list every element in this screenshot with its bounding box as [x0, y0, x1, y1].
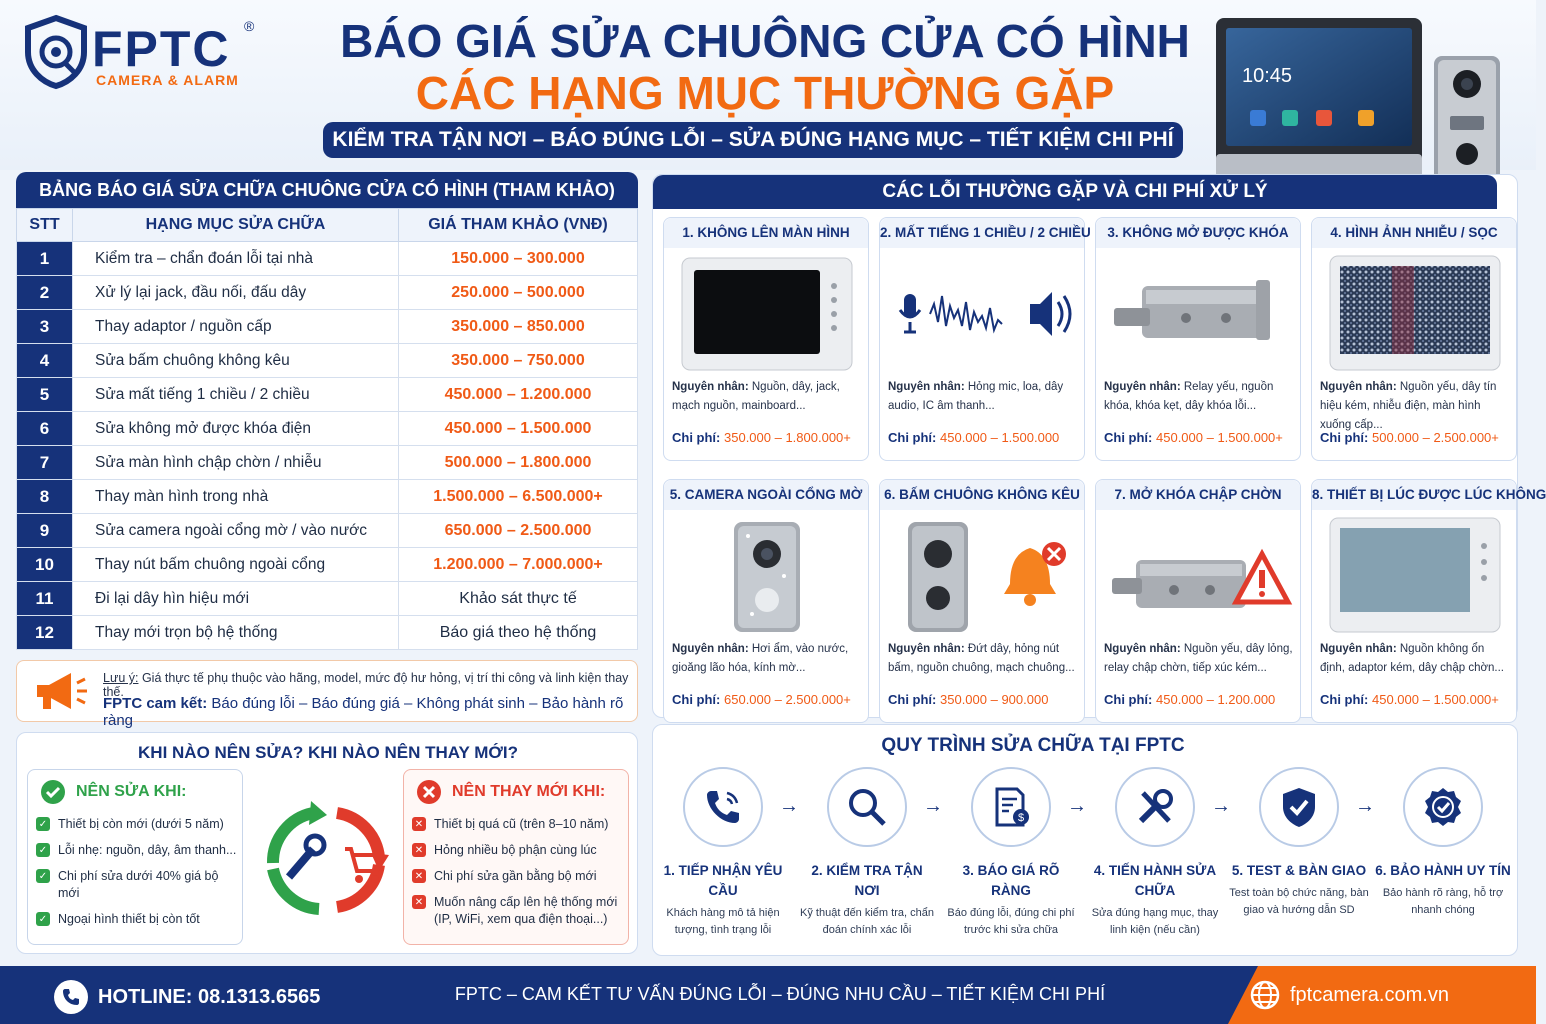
cause-text: Hỏng mic, loa, dây audio, IC âm thanh... [888, 381, 1064, 412]
repair-item: Đi lại dây hìn hiệu mới [73, 582, 399, 616]
row-number: 5 [17, 378, 73, 412]
step-description: Bảo hành rõ ràng, hỗ trợ nhanh chóng [1382, 887, 1504, 916]
repair-title: NÊN SỬA KHI: [76, 783, 187, 800]
arrow-right-icon: → [1211, 795, 1231, 817]
repair-process-panel [652, 724, 1518, 956]
cost-label: Chi phí: [888, 692, 937, 707]
cost-label: Chi phí: [1104, 430, 1153, 445]
repair-item: Xử lý lại jack, đầu nối, đấu dây [73, 276, 399, 310]
cost-label: Chi phí: [672, 430, 721, 445]
error-card-title: 5. CAMERA NGOÀI CỔNG MỜ [664, 480, 868, 510]
repair-box [27, 769, 243, 945]
error-cause [1104, 640, 1296, 678]
list-item [412, 816, 624, 833]
page-subtitle: CÁC HẠNG MỤC THƯỜNG GẶP [415, 67, 1115, 119]
repair-item: Sửa mất tiếng 1 chiều / 2 chiều [73, 378, 399, 412]
checkbox-icon: ✓ [36, 869, 50, 883]
step-description: Báo đúng lỗi, đúng chi phí trước khi sửa chữa [947, 907, 1075, 936]
process-step [1373, 767, 1513, 919]
x-box-icon: ✕ [412, 843, 426, 857]
error-cause [1320, 640, 1512, 678]
repair-replace-cycle-icon [253, 793, 397, 923]
list-item-text: Hỏng nhiều bộ phận cùng lúc [434, 843, 597, 857]
row-number: 10 [17, 548, 73, 582]
list-item-text: Chi phí sửa gần bằng bộ mới [434, 869, 597, 883]
cause-label: Nguyên nhân: [888, 643, 965, 655]
step-title: 3. BÁO GIÁ RÕ RÀNG [962, 863, 1060, 898]
table-row [17, 514, 638, 548]
price-table-panel [16, 172, 638, 652]
brand-logo[interactable] [24, 16, 274, 96]
search-icon [827, 767, 907, 847]
repair-item: Thay adaptor / nguồn cấp [73, 310, 399, 344]
cause-text: Nguồn không ổn định, adaptor kém, dây chập chờn... [1320, 643, 1504, 674]
hotline[interactable] [54, 980, 320, 1014]
list-item [36, 868, 238, 902]
noisy-screen-image [1322, 252, 1508, 376]
flickering-monitor-image [1322, 514, 1508, 638]
error-cause [1320, 378, 1512, 435]
step-description: Kỹ thuật đến kiểm tra, chẩn đoán chính xác lỗi [800, 907, 934, 936]
cause-text: Relay yếu, nguồn khóa, khóa kẹt, dây khóa lỗi... [1104, 381, 1274, 412]
error-cost [672, 692, 868, 707]
checkbox-icon: ✓ [36, 843, 50, 857]
cost-value: 350.000 – 900.000 [936, 692, 1049, 707]
list-item-text: Lỗi nhẹ: nguồn, dây, âm thanh... [58, 843, 237, 857]
arrow-right-icon: → [1067, 795, 1087, 817]
error-card [663, 217, 869, 461]
cost-value: 500.000 – 2.500.000+ [1368, 430, 1499, 445]
brand-sub: CAMERA & ALARM [96, 72, 239, 88]
column-header-stt: STT [17, 209, 73, 242]
step-title: 1. TIẾP NHẬN YÊU CẦU [663, 863, 783, 898]
table-row [17, 446, 638, 480]
process-step [1085, 767, 1225, 939]
price-range: Báo giá theo hệ thống [399, 616, 638, 650]
error-card [1311, 479, 1546, 723]
x-circle-icon [416, 779, 442, 805]
phone-icon [54, 980, 88, 1014]
row-number: 12 [17, 616, 73, 650]
phone-icon [683, 767, 763, 847]
microphone-speaker-icon [890, 252, 1076, 376]
commitment-body: Báo đúng lỗi – Báo đúng giá – Không phát sinh – Bảo hành rõ ràng [103, 695, 624, 729]
price-range: 450.000 – 1.200.000 [399, 378, 638, 412]
list-item [412, 842, 624, 859]
repair-item: Thay mới trọn bộ hệ thống [73, 616, 399, 650]
error-card-title: 6. BẤM CHUÔNG KHÔNG KÊU [880, 480, 1084, 510]
footer [0, 966, 1536, 1024]
brand-reg: ® [244, 18, 255, 34]
check-circle-icon [40, 779, 66, 805]
price-table-header [17, 209, 638, 242]
table-row [17, 412, 638, 446]
cost-label: Chi phí: [672, 692, 721, 707]
commitment-label: FPTC cam kết: [103, 695, 208, 712]
replace-title: NÊN THAY MỚI KHI: [452, 783, 606, 800]
error-card [1311, 217, 1517, 461]
cost-label: Chi phí: [888, 430, 937, 445]
x-box-icon: ✕ [412, 869, 426, 883]
cost-value: 350.000 – 1.800.000+ [720, 430, 851, 445]
price-range: 150.000 – 300.000 [399, 242, 638, 276]
error-card-title: 2. MẤT TIẾNG 1 CHIỀU / 2 CHIỀU [880, 218, 1084, 248]
repair-item: Thay màn hình trong nhà [73, 480, 399, 514]
cost-value: 450.000 – 1.200.000 [1152, 692, 1276, 707]
row-number: 1 [17, 242, 73, 276]
footer-slogan: FPTC – CAM KẾT TƯ VẤN ĐÚNG LỖI – ĐÚNG NHU CẦU – TIẾT KIỆM CHI PHÍ [454, 984, 1106, 1004]
cause-label: Nguyên nhân: [888, 381, 965, 393]
cost-value: 450.000 – 1.500.000 [936, 430, 1060, 445]
error-cost [888, 430, 1084, 445]
arrow-right-icon: → [1355, 795, 1375, 817]
indoor-monitor-black-image [674, 252, 860, 376]
megaphone-icon [31, 669, 91, 713]
svg-text:$: $ [1017, 812, 1025, 824]
step-description: Test toàn bộ chức năng, bàn giao và hướng dẫn SD [1229, 887, 1369, 916]
page-title: BÁO GIÁ SỬA CHUÔNG CỬA CÓ HÌNH [340, 15, 1190, 67]
table-row [17, 276, 638, 310]
cause-text: Nguồn yếu, dây lỏng, relay chập chờn, tiếp xúc kém... [1104, 643, 1293, 674]
price-range: Khảo sát thực tế [399, 582, 638, 616]
row-number: 4 [17, 344, 73, 378]
cause-label: Nguyên nhân: [1104, 381, 1181, 393]
row-number: 2 [17, 276, 73, 310]
arrow-right-icon: → [923, 795, 943, 817]
table-row [17, 378, 638, 412]
list-item [36, 911, 238, 928]
error-card [663, 479, 869, 723]
cost-value: 450.000 – 1.500.000+ [1368, 692, 1499, 707]
step-title: 5. TEST & BÀN GIAO [1231, 863, 1367, 878]
step-description: Khách hàng mô tả hiện tượng, tình trạng lỗi [666, 907, 780, 936]
list-item-text: Chi phí sửa dưới 40% giá bộ mới [58, 869, 219, 900]
hero-devices-image [1212, 14, 1512, 190]
note-label: Lưu ý: [103, 671, 139, 685]
list-item-text: Thiết bị quá cũ (trên 8–10 năm) [434, 817, 609, 831]
device-clock: 10:45 [1242, 65, 1293, 87]
table-row [17, 310, 638, 344]
repair-item: Thay nút bấm chuông ngoài cổng [73, 548, 399, 582]
cause-text: Đứt dây, hỏng nút bấm, nguồn chuông, mạch chuông... [888, 643, 1075, 674]
cause-label: Nguyên nhân: [672, 643, 749, 655]
cause-text: Hơi ẩm, vào nước, gioăng lão hóa, kính mờ... [672, 643, 849, 674]
error-cost [1104, 692, 1300, 707]
error-cause [1104, 378, 1296, 416]
cause-label: Nguyên nhân: [1104, 643, 1181, 655]
hotline-text: HOTLINE: 08.1313.6565 [98, 985, 321, 1008]
row-number: 11 [17, 582, 73, 616]
price-table-title: BẢNG BÁO GIÁ SỬA CHỮA CHUÔNG CỬA CÓ HÌNH (THAM KHẢO) [16, 172, 638, 208]
error-cost [888, 692, 1084, 707]
step-title: 6. BẢO HÀNH UY TÍN [1375, 863, 1511, 878]
price-range: 350.000 – 850.000 [399, 310, 638, 344]
row-number: 3 [17, 310, 73, 344]
repair-list [36, 816, 238, 937]
error-cause [888, 378, 1080, 416]
cause-label: Nguyên nhân: [1320, 643, 1397, 655]
repair-item: Sửa màn hình chập chờn / nhiễu [73, 446, 399, 480]
cause-text: Nguồn yếu, dây tín hiệu kém, nhiễu điện, màn hình xuống cấp... [1320, 381, 1497, 431]
error-card-title: 3. KHÔNG MỞ ĐƯỢC KHÓA [1096, 218, 1300, 248]
header [0, 0, 1536, 170]
price-range: 500.000 – 1.800.000 [399, 446, 638, 480]
error-cause [888, 640, 1080, 678]
badge-check-icon [1403, 767, 1483, 847]
repair-or-replace-panel [16, 732, 638, 954]
cost-value: 650.000 – 2.500.000+ [720, 692, 851, 707]
list-item [412, 894, 624, 928]
table-row [17, 344, 638, 378]
error-cost [1104, 430, 1300, 445]
repair-item: Sửa camera ngoài cổng mờ / vào nước [73, 514, 399, 548]
checkbox-icon: ✓ [36, 817, 50, 831]
process-step [941, 767, 1081, 939]
repair-process-title: QUY TRÌNH SỬA CHỮA TẠI FPTC [881, 735, 1185, 756]
website-text: fptcamera.com.vn [1290, 983, 1449, 1006]
commitment-text [103, 695, 637, 729]
row-number: 7 [17, 446, 73, 480]
tools-icon [1115, 767, 1195, 847]
error-cost [672, 430, 868, 445]
price-range: 450.000 – 1.500.000 [399, 412, 638, 446]
process-step [1229, 767, 1369, 919]
list-item-text: Thiết bị còn mới (dưới 5 năm) [58, 817, 224, 831]
error-card [879, 217, 1091, 461]
globe-icon [1250, 980, 1280, 1010]
error-card-title: 7. MỞ KHÓA CHẬP CHỜN [1096, 480, 1300, 510]
arrow-right-icon: → [779, 795, 799, 817]
price-range: 1.200.000 – 7.000.000+ [399, 548, 638, 582]
price-range: 650.000 – 2.500.000 [399, 514, 638, 548]
error-cost [1320, 692, 1516, 707]
x-box-icon: ✕ [412, 895, 426, 909]
error-cost [1320, 430, 1516, 445]
website-link[interactable] [1250, 980, 1449, 1010]
repair-or-replace-title: KHI NÀO NÊN SỬA? KHI NÀO NÊN THAY MỚI? [138, 743, 518, 762]
error-card [1095, 217, 1301, 461]
repair-item: Kiểm tra – chẩn đoán lỗi tại nhà [73, 242, 399, 276]
list-item [412, 868, 624, 885]
table-row [17, 242, 638, 276]
cost-value: 450.000 – 1.500.000+ [1152, 430, 1283, 445]
step-title: 4. TIẾN HÀNH SỬA CHỮA [1093, 863, 1217, 898]
electric-lock-image [1106, 252, 1292, 376]
cost-label: Chi phí: [1104, 692, 1153, 707]
price-range: 250.000 – 500.000 [399, 276, 638, 310]
repair-item: Sửa không mở được khóa điện [73, 412, 399, 446]
repair-item: Sửa bấm chuông không kêu [73, 344, 399, 378]
price-range: 1.500.000 – 6.500.000+ [399, 480, 638, 514]
price-range: 350.000 – 750.000 [399, 344, 638, 378]
list-item [36, 842, 238, 859]
shield-check-icon [1259, 767, 1339, 847]
price-table [16, 208, 638, 650]
tagline-banner: KIỂM TRA TẬN NƠI – BÁO ĐÚNG LỖI – SỬA ĐÚNG HẠNG MỤC – TIẾT KIỆM CHI PHÍ [323, 122, 1183, 158]
invoice-icon [971, 767, 1051, 847]
column-header-price: GIÁ THAM KHẢO (VNĐ) [399, 209, 638, 242]
error-cause [672, 640, 864, 678]
list-item [36, 816, 238, 833]
lock-warning-icon [1106, 514, 1292, 638]
error-card [879, 479, 1085, 723]
error-card-title: 4. HÌNH ẢNH NHIỄU / SỌC [1312, 218, 1516, 248]
note-box [16, 660, 638, 729]
brand-name: FPTC [92, 21, 231, 77]
cause-label: Nguyên nhân: [1320, 381, 1397, 393]
checkbox-icon: ✓ [36, 912, 50, 926]
doorbell-with-muted-bell-icon [890, 514, 1076, 638]
cause-text: Nguồn, dây, jack, mạch nguồn, mainboard... [672, 381, 840, 412]
table-row [17, 480, 638, 514]
process-step [653, 767, 793, 939]
x-box-icon: ✕ [412, 817, 426, 831]
table-row [17, 616, 638, 650]
step-title: 2. KIỂM TRA TẬN NƠI [811, 863, 923, 898]
step-description: Sửa đúng hạng mục, thay linh kiện (nếu cần) [1091, 907, 1219, 936]
error-cause [672, 378, 864, 416]
list-item-text: Ngoại hình thiết bị còn tốt [58, 912, 200, 926]
table-row [17, 582, 638, 616]
row-number: 8 [17, 480, 73, 514]
column-header-item: HẠNG MỤC SỬA CHỮA [73, 209, 399, 242]
process-step [797, 767, 937, 939]
shield-logo-icon [24, 16, 88, 88]
common-errors-title: CÁC LỖI THƯỜNG GẶP VÀ CHI PHÍ XỬ LÝ [653, 175, 1497, 209]
note-body: Giá thực tế phụ thuộc vào hãng, model, mức độ hư hỏng, vị trí thi công và linh kiện thay thế. [103, 671, 629, 699]
cost-label: Chi phí: [1320, 692, 1369, 707]
common-errors-panel [652, 174, 1546, 718]
cause-label: Nguyên nhân: [672, 381, 749, 393]
row-number: 6 [17, 412, 73, 446]
replace-box [403, 769, 629, 945]
table-row [17, 548, 638, 582]
error-card [1095, 479, 1301, 723]
cost-label: Chi phí: [1320, 430, 1369, 445]
row-number: 9 [17, 514, 73, 548]
error-card-title: 8. THIẾT BỊ LÚC ĐƯỢC LÚC KHÔNG [1312, 480, 1516, 510]
error-card-title: 1. KHÔNG LÊN MÀN HÌNH [664, 218, 868, 248]
replace-list [412, 816, 624, 937]
list-item-text: Muốn nâng cấp lên hệ thống mới (IP, WiFi, xem qua điện thoại...) [434, 895, 618, 926]
blurry-outdoor-camera-image [674, 514, 860, 638]
